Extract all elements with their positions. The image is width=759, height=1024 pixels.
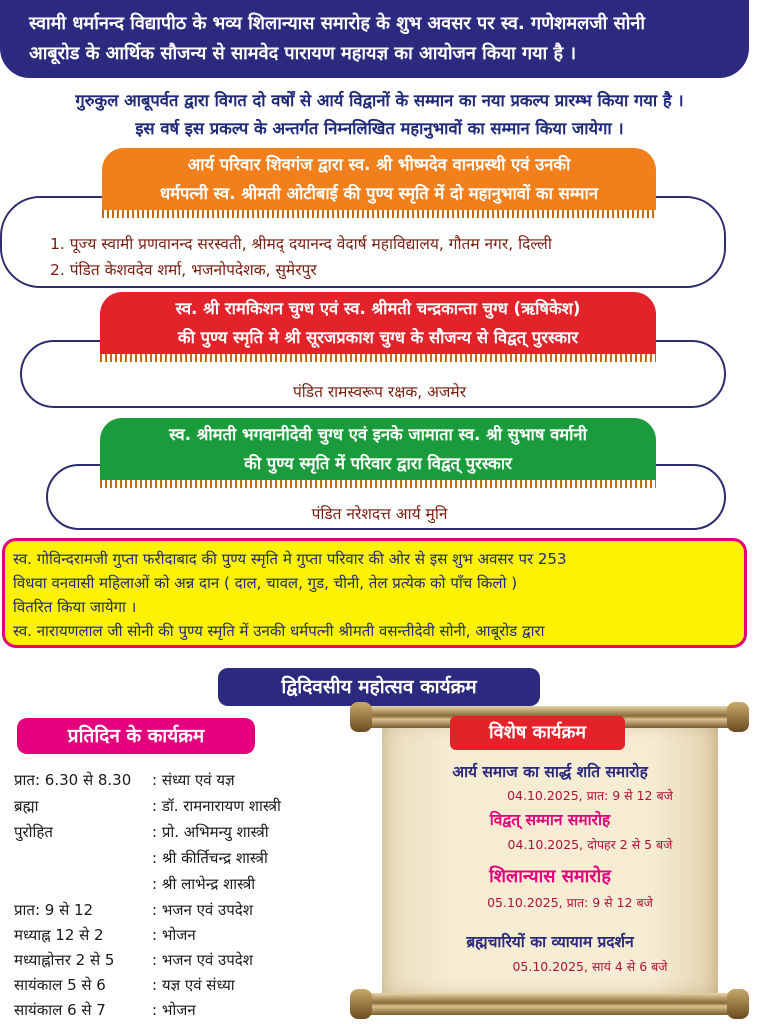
- honour-2-ribbon: [100, 292, 656, 354]
- header-line-2: आबूरोड के आर्थिक सौजन्य से सामवेद पारायण महायज्ञ का आयोजन किया गया है ।: [29, 43, 577, 64]
- intro-line-2: इस वर्ष इस प्रकल्प के अन्तर्गत निम्नलिखित महानुभावों का सम्मान किया जायेगा ।: [135, 119, 624, 138]
- donation-line-4: स्व. नारायणलाल जी सोनी की पुण्य स्मृति में उनकी धर्मपत्नी श्रीमती वसन्तीदेवी सोनी, आबूरोड द्वारा: [13, 622, 545, 640]
- daily-program-title: प्रतिदिन के कार्यक्रम: [17, 718, 255, 754]
- schedule-row-1-activity: : संध्या एवं यज्ञ: [152, 771, 235, 789]
- schedule-row-8-time: मध्याह्नोत्तर 2 से 5: [14, 951, 115, 969]
- honour-2-title-1: स्व. श्री रामकिशन चुग्ध एवं स्व. श्रीमती चन्द्रकान्ता चुग्ध (ऋषिकेश): [175, 299, 581, 318]
- honour-1-fringe: [102, 210, 656, 218]
- intro-line-1: गुरुकुल आबूपर्वत द्वारा विगत दो वर्षों से आर्य विद्वानों के सम्मान का नया प्रकल्प प्रारम्भ किया गया है ।: [75, 91, 684, 110]
- honour-2-title-2: की पुण्य स्मृति मे श्री सूरजप्रकाश चुग्ध के सौजन्य से विद्वत् पुरस्कार: [177, 328, 579, 347]
- schedule-row-9-activity: : यज्ञ एवं संध्या: [152, 976, 235, 994]
- schedule-row-10-activity: : भोजन: [152, 1001, 196, 1019]
- event-1-name: आर्य समाज का सार्द्ध शति समारोह: [452, 763, 648, 781]
- honour-1-name-1: 1. पूज्य स्वामी प्रणवानन्द सरस्वती, श्रीमद् दयानन्द वेदार्ष महाविद्यालय, गौतम नगर, दिल्ली: [50, 235, 552, 253]
- schedule-row-3-time: पुरोहित: [14, 823, 53, 841]
- honour-1-title-1: आर्य परिवार शिवगंज द्वारा स्व. श्री भीष्मदेव वानप्रस्थी एवं उनकी: [187, 155, 571, 174]
- event-2-name: विद्वत् सम्मान समारोह: [489, 811, 611, 829]
- donation-line-1: स्व. गोविन्दरामजी गुप्ता फरीदाबाद की पुण्य स्मृति मे गुप्ता परिवार की ओर से इस शुभ अवसर पर 253: [13, 550, 567, 568]
- event-4-date: 05.10.2025, सायं 4 से 6 बजे: [512, 959, 668, 974]
- schedule-row-5-activity: : श्री लाभेन्द्र शास्त्री: [152, 875, 256, 893]
- honour-3-name-1: पंडित नरेशदत्त आर्य मुनि: [311, 505, 448, 523]
- schedule-row-10-time: सायंकाल 6 से 7: [14, 1001, 106, 1019]
- schedule-row-7-time: मध्याह्न 12 से 2: [14, 926, 104, 944]
- event-2-date: 04.10.2025, दोपहर 2 से 5 बजे: [507, 837, 673, 852]
- special-program-title: विशेष कार्यक्रम: [450, 716, 625, 750]
- honour-3-fringe: [100, 480, 656, 488]
- donation-box: [2, 538, 747, 648]
- program-title: द्विदिवसीय महोत्सव कार्यक्रम: [218, 668, 540, 706]
- scroll-bottom-roll: [358, 993, 741, 1015]
- schedule-row-2-activity: : डॉ. रामनारायण शास्त्री: [152, 797, 281, 815]
- event-4-name: ब्रह्मचारियों का व्यायाम प्रदर्शन: [466, 933, 634, 951]
- schedule-row-6-time: प्रात: 9 से 12: [14, 901, 94, 919]
- schedule-row-2-time: ब्रह्मा: [14, 797, 39, 815]
- honour-2-name-1: पंडित रामस्वरूप रक्षक, अजमेर: [292, 383, 467, 401]
- donation-line-2: विधवा वनवासी महिलाओं को अन्न दान ( दाल, चावल, गुड, चीनी, तेल प्रत्येक को पाँच किलो ): [13, 574, 518, 592]
- schedule-row-8-activity: : भजन एवं उपदेश: [152, 951, 253, 969]
- top-banner: [0, 0, 749, 78]
- event-3-date: 05.10.2025, प्रात: 9 से 12 बजे: [487, 895, 653, 910]
- donation-line-3: वितरित किया जायेगा ।: [13, 598, 137, 616]
- scroll-knob-bottom-left: [350, 989, 372, 1019]
- honour-1-title-2: धर्मपत्नी स्व. श्रीमती ओटीबाई की पुण्य स्मृति में दो महानुभावों का सम्मान: [159, 184, 598, 203]
- scroll-knob-bottom-right: [727, 989, 749, 1019]
- header-line-1: स्वामी धर्मानन्द विद्यापीठ के भव्य शिलान्यास समारोह के शुभ अवसर पर स्व. गणेशमलजी सोनी: [29, 13, 646, 34]
- honour-3-title-2: की पुण्य स्मृति में परिवार द्वारा विद्वत् पुरस्कार: [244, 454, 512, 473]
- event-1-date: 04.10.2025, प्रात: 9 से 12 बजे: [507, 788, 673, 803]
- scroll-knob-top-left: [350, 702, 372, 732]
- honour-2-fringe: [100, 354, 656, 362]
- honour-3-ribbon: [100, 418, 656, 480]
- schedule-row-7-activity: : भोजन: [152, 926, 196, 944]
- schedule-row-6-activity: : भजन एवं उपदेश: [152, 901, 253, 919]
- event-3-name: शिलान्यास समारोह: [489, 866, 611, 887]
- schedule-row-9-time: सायंकाल 5 से 6: [14, 976, 106, 994]
- scroll-knob-top-right: [727, 702, 749, 732]
- schedule-row-1-time: प्रात: 6.30 से 8.30: [14, 771, 132, 789]
- honour-3-title-1: स्व. श्रीमती भगवानीदेवी चुग्ध एवं इनके जामाता स्व. श्री सुभाष वर्मानी: [169, 425, 587, 444]
- schedule-row-4-activity: : श्री कीर्तिचन्द्र शास्त्री: [152, 849, 268, 867]
- honour-1-ribbon: [102, 148, 656, 210]
- honour-1-name-2: 2. पंडित केशवदेव शर्मा, भजनोपदेशक, सुमेरपुर: [50, 261, 317, 279]
- schedule-row-3-activity: : प्रो. अभिमन्यु शास्त्री: [152, 823, 269, 841]
